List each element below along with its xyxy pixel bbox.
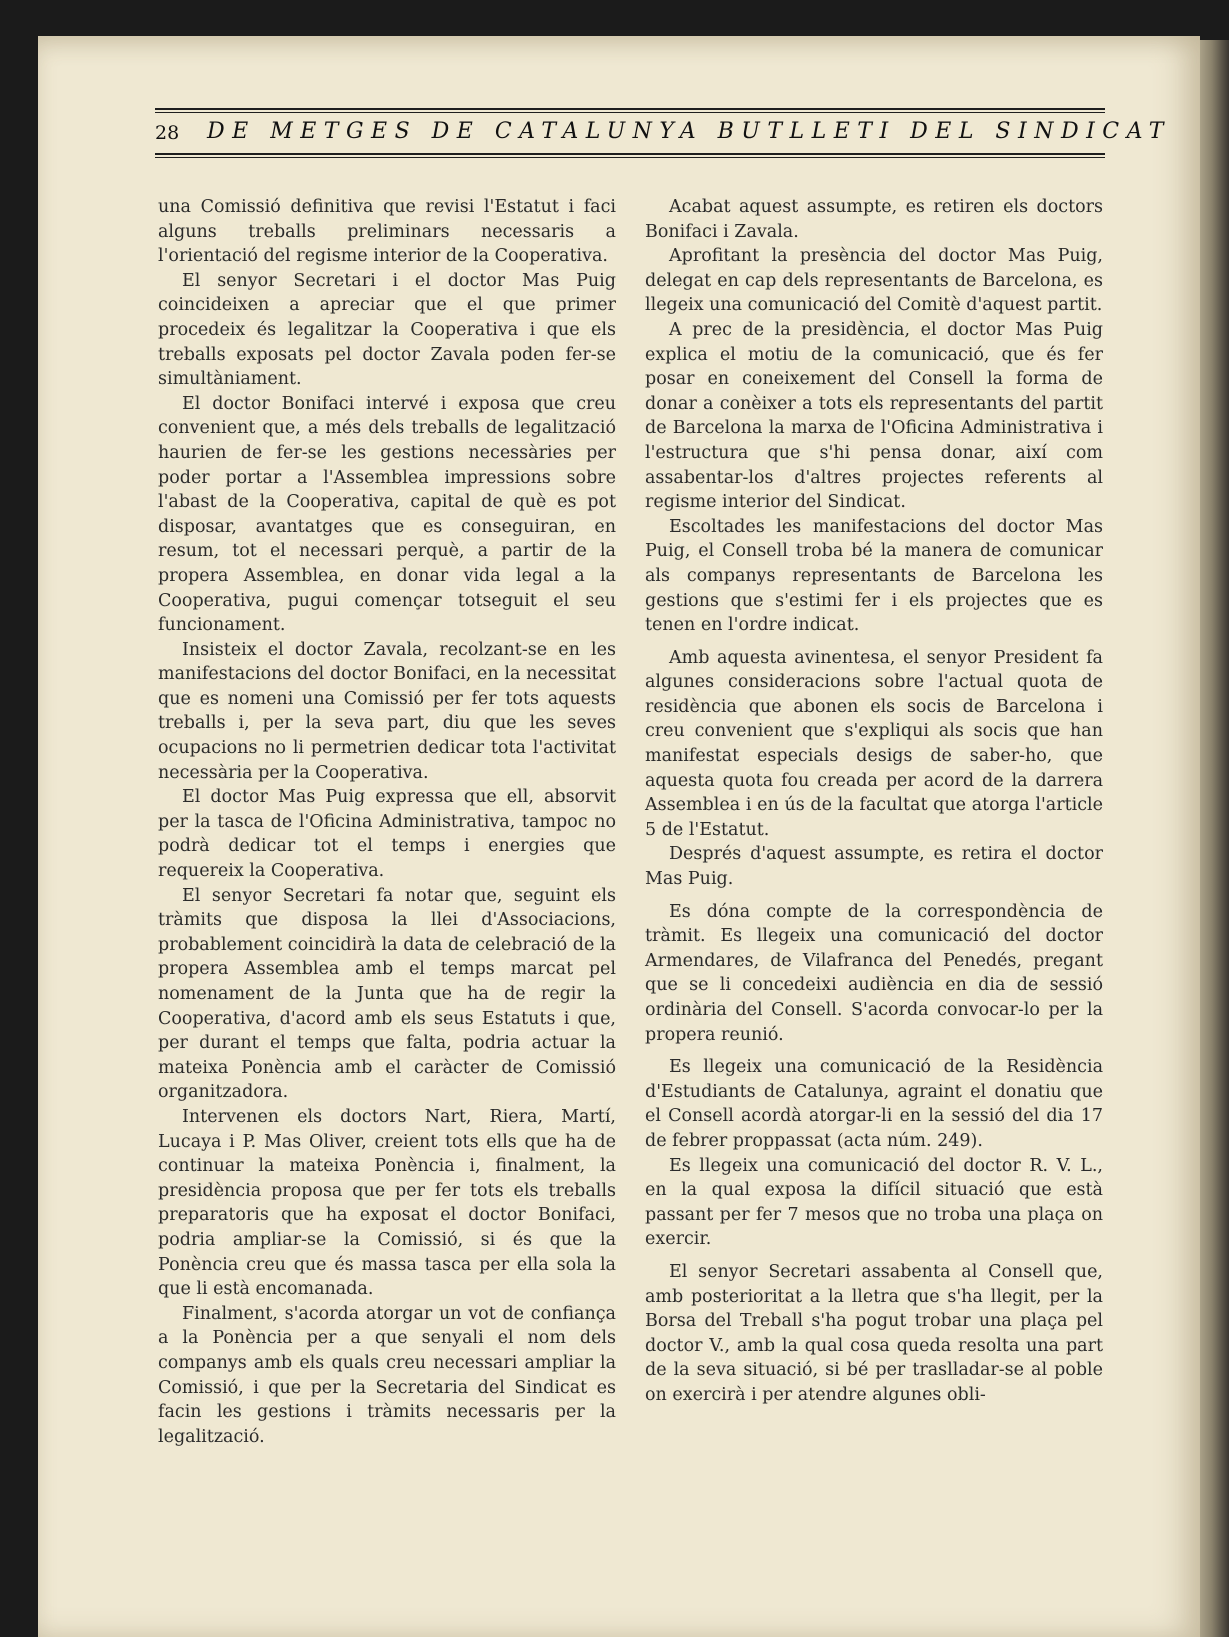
paragraph: El doctor Bonifaci intervé i exposa que creu convenient que, a més dels treballs de legalització haurien de fer-se les gestions necessàries per poder portar a l'Assemblea impressions sobre l'abast de la Cooperativa, capital de què es pot disposar, avantatges que es conseguiran, en resum, tot el necessari perquè, a partir de la propera Assemblea, en donar vida legal a la Cooperativa, pugui començar totseguit el seu funcionament.: [158, 393, 616, 636]
paragraph: Es llegeix una comunicació de la Residència d'Estudiants de Catalunya, agraint el donatiu que el Consell acordà atorgar-li en la sessió del dia 17 de febrer proppassat (acta núm. 249).: [645, 1057, 1103, 1151]
paragraph: Escoltades les manifestacions del doctor Mas Puig, el Consell troba bé la manera de comunicar als companys representants de Barcelona les gestions que s'estimi fer i els projectes que es tenen en l'ordre indicat.: [645, 516, 1103, 636]
running-header: [155, 108, 1171, 160]
paragraph: Després d'aquest assumpte, es retira el doctor Mas Puig.: [645, 844, 1103, 890]
paragraph: una Comissió definitiva que revisi l'Estatut i faci alguns treballs preliminars necessaris a l'orientació del regisme interior de la Cooperativa.: [158, 197, 616, 267]
header-rule-bottom: [155, 153, 1105, 155]
paragraph: Finalment, s'acorda atorgar un vot de confiança a la Ponència per a que senyali el nom dels companys amb els quals creu necessari ampliar la Comissió, i que per la Secretaria del Sindicat es facin les gestions i tràmits necessaris per la legalització.: [158, 1303, 616, 1447]
left-column: [158, 195, 616, 1449]
paragraph: Es dóna compte de la correspondència de tràmit. Es llegeix una comunicació del doctor Armendares, de Vilafranca del Penedés, pregant que se li concedeixi audiència en dia de sessió ordinària del Consell. S'acorda convocar-lo per la propera reunió.: [645, 901, 1103, 1045]
paragraph: Es llegeix una comunicació del doctor R. V. L., en la qual exposa la difícil situació que està passant per fer 7 mesos que no troba una plaça on exercir.: [645, 1155, 1103, 1250]
paragraph: Intervenen els doctors Nart, Riera, Martí, Lucaya i P. Mas Oliver, creient tots ells que ha de continuar la mateixa Ponència i, finalment, la presidència proposa que per fer tots els treballs preparatoris que ha exposat el doctor Bonifaci, podria ampliar-se la Comissió, si és que la Ponència creu que és massa tasca per ella sola la que li està encomanada.: [158, 1106, 616, 1300]
paragraph: Aprofitant la presència del doctor Mas Puig, delegat en cap dels representants de Barcelona, es llegeix una comunicació del Comitè d'aquest partit.: [645, 246, 1103, 316]
header-rule-top: [155, 108, 1105, 110]
paragraph: Amb aquesta avinentesa, el senyor President fa algunes consideracions sobre l'actual quota de residència que abonen els socis de Barcelona i creu convenient que s'expliqui als socis que han manifestat especials desigs de saber-ho, que aquesta quota fou creada per acord de la darrera Assemblea i en ús de la facultat que atorga l'article 5 de l'Estatut.: [645, 647, 1103, 840]
journal-title: DE METGES DE CATALUNYA BUTLLETI DEL SINDICAT: [207, 119, 1171, 144]
paragraph: El doctor Mas Puig expressa que ell, absorvit per la tasca de l'Oficina Administrativa, tampoc no podrà dedicar tot el temps i energies que requereix la Cooperativa.: [158, 787, 616, 882]
header-rule-top-thin: [155, 112, 1105, 113]
paragraph: El senyor Secretari assabenta al Consell que, amb posterioritat a la lletra que s'ha llegit, per la Borsa del Treball s'ha pogut trobar una plaça pel doctor V., amb la qual cosa queda resolta una part de la seva situació, si bé per traslladar-se al poble on exercirà i per atendre algunes obli-: [645, 1261, 1103, 1405]
paragraph: Insisteix el doctor Zavala, recolzant-se en les manifestacions del doctor Bonifaci, en la necessitat que es nomeni una Comissió per fer tots aquests treballs i, per la seva part, diu que les seves ocupacions no li permetrien dedicar tota l'activitat necessària per la Cooperativa.: [158, 639, 616, 783]
paragraph: El senyor Secretari i el doctor Mas Puig coincideixen a apreciar que el que primer procedeix és legalitzar la Cooperativa i que els treballs exposats pel doctor Zavala poden fer-se simultàniament.: [158, 270, 616, 390]
page-number: 28: [155, 122, 180, 144]
right-column: [645, 195, 1103, 1408]
paragraph: A prec de la presidència, el doctor Mas Puig explica el motiu de la comunicació, que és fer posar en coneixement del Consell la forma de donar a conèixer a tots els representants del partit de Barcelona la marxa de l'Oficina Administrativa i l'estructura que s'hi pensa donar, així com assabentar-los d'altres projectes referents al regisme interior del Sindicat.: [645, 319, 1103, 513]
paragraph: Acabat aquest assumpte, es retiren els doctors Bonifaci i Zavala.: [645, 197, 1103, 242]
paragraph: El senyor Secretari fa notar que, seguint els tràmits que disposa la llei d'Associacions, probablement coincidirà la data de celebració de la propera Assemblea amb el temps marcat pel nomenament de la Junta que ha de regir la Cooperativa, d'acord amb els seus Estatuts i que, per durant el temps que falta, podria actuar la mateixa Ponència amb el caràcter de Comissió organitzadora.: [158, 885, 616, 1103]
header-rule-bottom-thin: [155, 157, 1105, 158]
